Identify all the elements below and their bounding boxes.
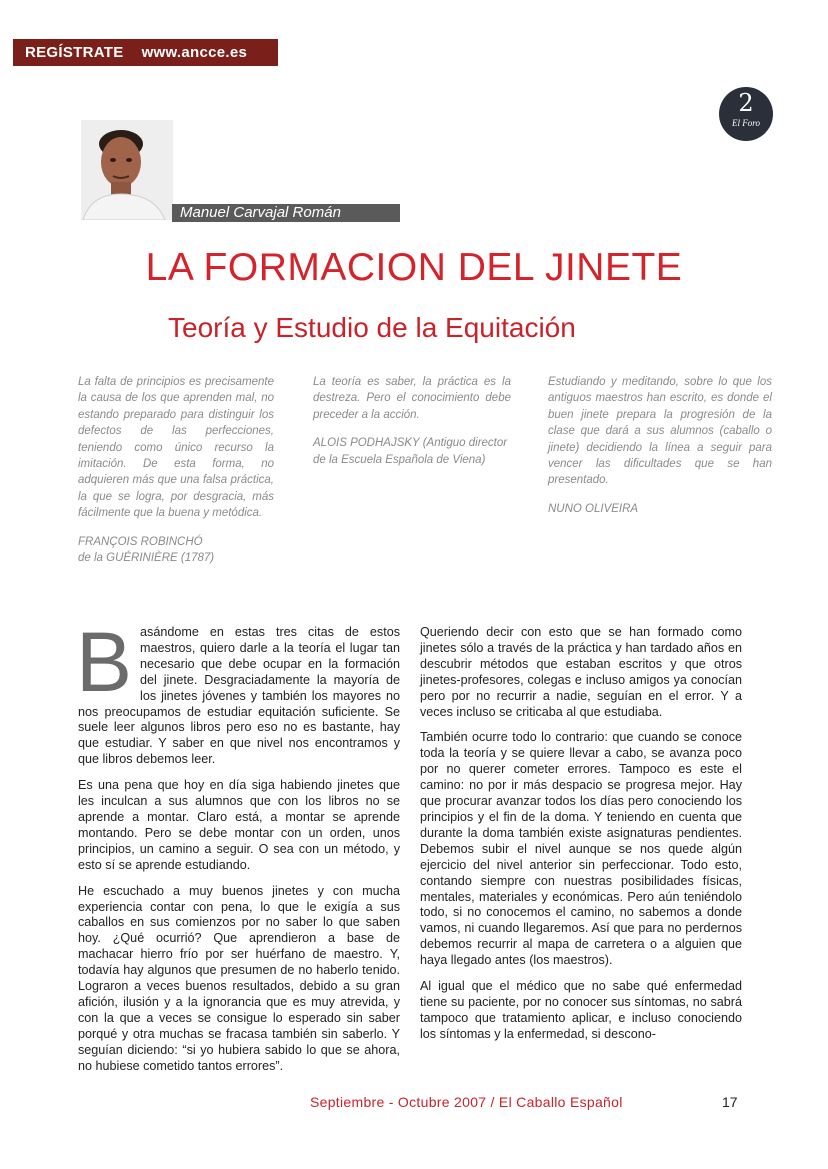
quote-3-text: Estudiando y meditando, sobre lo que los antiguos maestros han escrito, es donde el buen jinete prepara la progresión de la clase que dará a sus alumnos (caballo o jinete) decidiendo la línea a seguir para vencer las dificultades que se han presentado. [548, 376, 772, 487]
register-label: REGÍSTRATE [25, 44, 124, 61]
author-photo [81, 120, 173, 220]
register-banner[interactable] [13, 39, 278, 66]
quote-3 [548, 374, 772, 517]
paragraph: Es una pena que hoy en día siga habiendo jinetes que les inculcan a sus alumnos que con los libros no se aprende a montar. Claro está, a montar se aprende montando. Pero se debe montar con un orden, unos principios, un camino a seguir. O sea con un método, y esto sí se aprende estudiando. [78, 778, 400, 872]
article-title: LA FORMACION DEL JINETE [145, 246, 683, 289]
paragraph: He escuchado a muy buenos jinetes y con mucha experiencia contar con pena, lo que le exigía a sus caballos en sus comienzos por no saber lo que saben hoy. ¿Qué ocurrió? Que aprendieron a base de machacar hierro frío por ser huérfano de maestro. Y, todavía hay algunos que presumen de no haberlo tenido. Lograron a veces buenos resultados, debido a su gran afición, ilusión y a la ignorancia que es muy atrevida, y con la que a veces se consigue lo esperado sin saber porqué y otra muchas se fracasa también sin saberlo. Y seguían diciendo: “si yo hubiera sabido lo que se ahora, no hubiese cometido tantos errores”. [78, 883, 400, 1073]
body-column-right [420, 625, 742, 1053]
drop-cap: B [76, 615, 133, 709]
website-url[interactable]: www.ancce.es [141, 44, 248, 61]
paragraph: Basándome en estas tres citas de estos maestros, quiero darle a la teoría el lugar tan necesario que debe ocupar en la formación del jinete. Desgraciadamente la mayoría de los jinetes jóvenes y también los mayores no nos preocupamos de estudiar equitación suficiente. Se suele leer algunos libros pero eso no es bastante, hay que estudiar. Y saber en que nivel nos encontramos y que libros debemos leer. [76, 615, 400, 767]
quote-2 [313, 374, 511, 468]
quote-2-text: La teoría es saber, la práctica es la destreza. Pero el conocimiento debe preceder a la acción. [313, 376, 511, 421]
author-portrait-icon [81, 120, 173, 220]
paragraph: Queriendo decir con esto que se han formado como jinetes sólo a través de la práctica y han tardado años en descubrir métodos que estaban escritos y que otros jinetes-profesores, colegas e incluso amigos ya conocían pero por no recurrir a nadie, seguían en el error. Y a veces incluso se criticaba al que estudiaba. [420, 625, 742, 719]
paragraph: También ocurre todo lo contrario: que cuando se conoce toda la teoría y se quiere llevar a cabo, se avanza poco por no querer cometer errores. Tampoco es este el camino: no por ir más despacio se progresa mejor. Hay que procurar avanzar todos los días pero conociendo los principios y el fin de la doma. Y teniendo en cuenta que durante la doma también existe asignaturas pendientes. Debemos subir el nivel aunque se nos quede algún ejercicio del nivel anterior sin perfeccionar. Todo esto, contando siempre con nuestras posibilidades físicas, mentales, materiales y económicas. Pero aún teniéndolo todo, si no conocemos el camino, no sabemos a donde vamos, ni cuando llegaremos. Así que para no perdernos debemos recurrir al mapa de carretera o a alguien que haya llegado antes (los maestros). [420, 730, 742, 968]
section-number: 2 [738, 89, 754, 117]
article-subtitle: Teoría y Estudio de la Equitación [168, 312, 576, 343]
section-name: El Foro [732, 118, 760, 128]
author-name: Manuel Carvajal Román [172, 204, 400, 222]
body-column-left [76, 615, 400, 1084]
paragraph: Al igual que el médico que no sabe qué enfermedad tiene su paciente, por no conocer sus síntomas, no sabrá tampoco que tratamiento aplicar, e incluso conociendo los síntomas y la enfermedad, si descono- [420, 979, 742, 1041]
page-number: 17 [722, 1094, 738, 1110]
quote-3-attribution: NUNO OLIVEIRA [548, 502, 639, 515]
quote-1-attribution: FRANÇOIS ROBINCHÓ de la GUÉRINIÈRE (1787) [78, 535, 215, 565]
issue-footer: Septiembre - Octubre 2007 / El Caballo Español [310, 1094, 623, 1110]
section-badge [719, 87, 773, 141]
quote-1 [78, 374, 274, 566]
quote-2-attribution: ALOIS PODHAJSKY (Antiguo director de la Escuela Española de Viena) [313, 437, 508, 466]
quote-1-text: La falta de principios es precisamente la causa de los que aprenden mal, no estando preparado para distinguir los defectos de las perfecciones, teniendo como único recurso la imitación. De esta forma, no adquieren más que una falsa práctica, la que se logra, por desgracia, más fácilmente que la buena y metódica. [78, 376, 274, 520]
